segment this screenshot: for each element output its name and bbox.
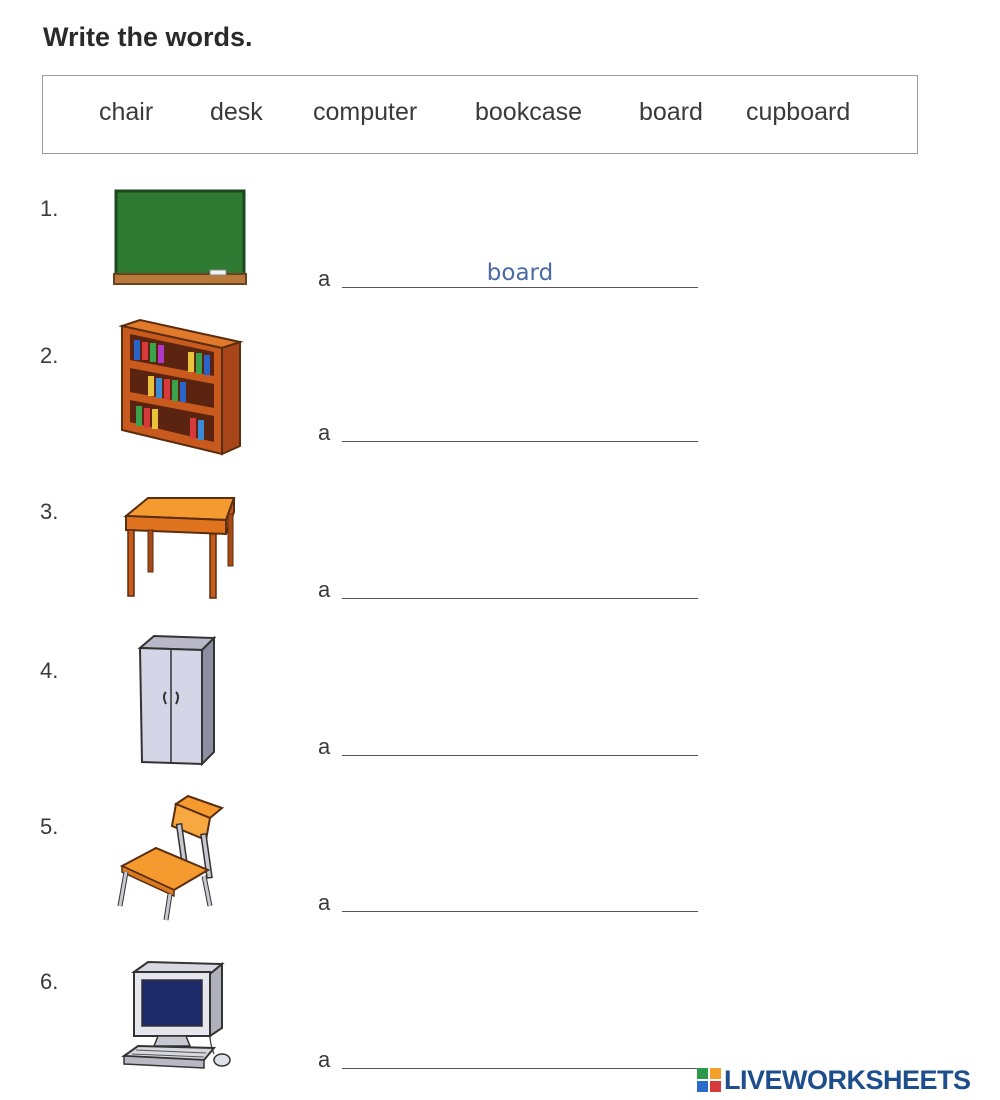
desk-icon (118, 494, 242, 602)
answer-row (318, 252, 708, 292)
answer-input-4[interactable] (342, 727, 698, 756)
bookcase-icon (112, 318, 246, 458)
word-bank-item: cupboard (746, 98, 851, 126)
cupboard-icon (136, 634, 220, 768)
answer-input-1[interactable] (342, 259, 698, 288)
article-label: a (318, 734, 331, 759)
word-bank-item: desk (210, 98, 263, 126)
answer-input-3[interactable] (342, 570, 698, 599)
article-label: a (318, 577, 331, 602)
answer-input-5[interactable] (342, 883, 698, 912)
item-number: 6. (40, 969, 59, 994)
answer-input-2[interactable] (342, 413, 698, 442)
logo-text: LIVEWORKSHEETS (724, 1064, 971, 1095)
item-number: 3. (40, 499, 59, 524)
answer-row (318, 720, 708, 760)
word-bank (42, 75, 918, 154)
item-number: 5. (40, 814, 59, 839)
answer-input-6[interactable] (342, 1040, 698, 1069)
item-number: 2. (40, 343, 59, 368)
word-bank-item: bookcase (475, 98, 583, 126)
chair-icon (112, 794, 228, 924)
word-bank-item: board (639, 98, 703, 126)
liveworksheets-logo (697, 1064, 971, 1096)
computer-icon (118, 960, 236, 1084)
article-label: a (318, 890, 331, 915)
word-bank-item: chair (99, 98, 154, 126)
page-title: Write the words. (43, 22, 253, 52)
item-number: 1. (40, 196, 59, 221)
word-bank-item: computer (313, 98, 418, 126)
article-label: a (318, 1047, 331, 1072)
answer-row (318, 406, 708, 446)
article-label: a (318, 420, 331, 445)
article-label: a (318, 266, 331, 291)
chalkboard-icon (110, 188, 250, 292)
answer-row (318, 876, 708, 916)
answer-row (318, 563, 708, 603)
answer-row (318, 1033, 708, 1073)
item-number: 4. (40, 658, 59, 683)
logo-mark-icon (697, 1068, 721, 1092)
